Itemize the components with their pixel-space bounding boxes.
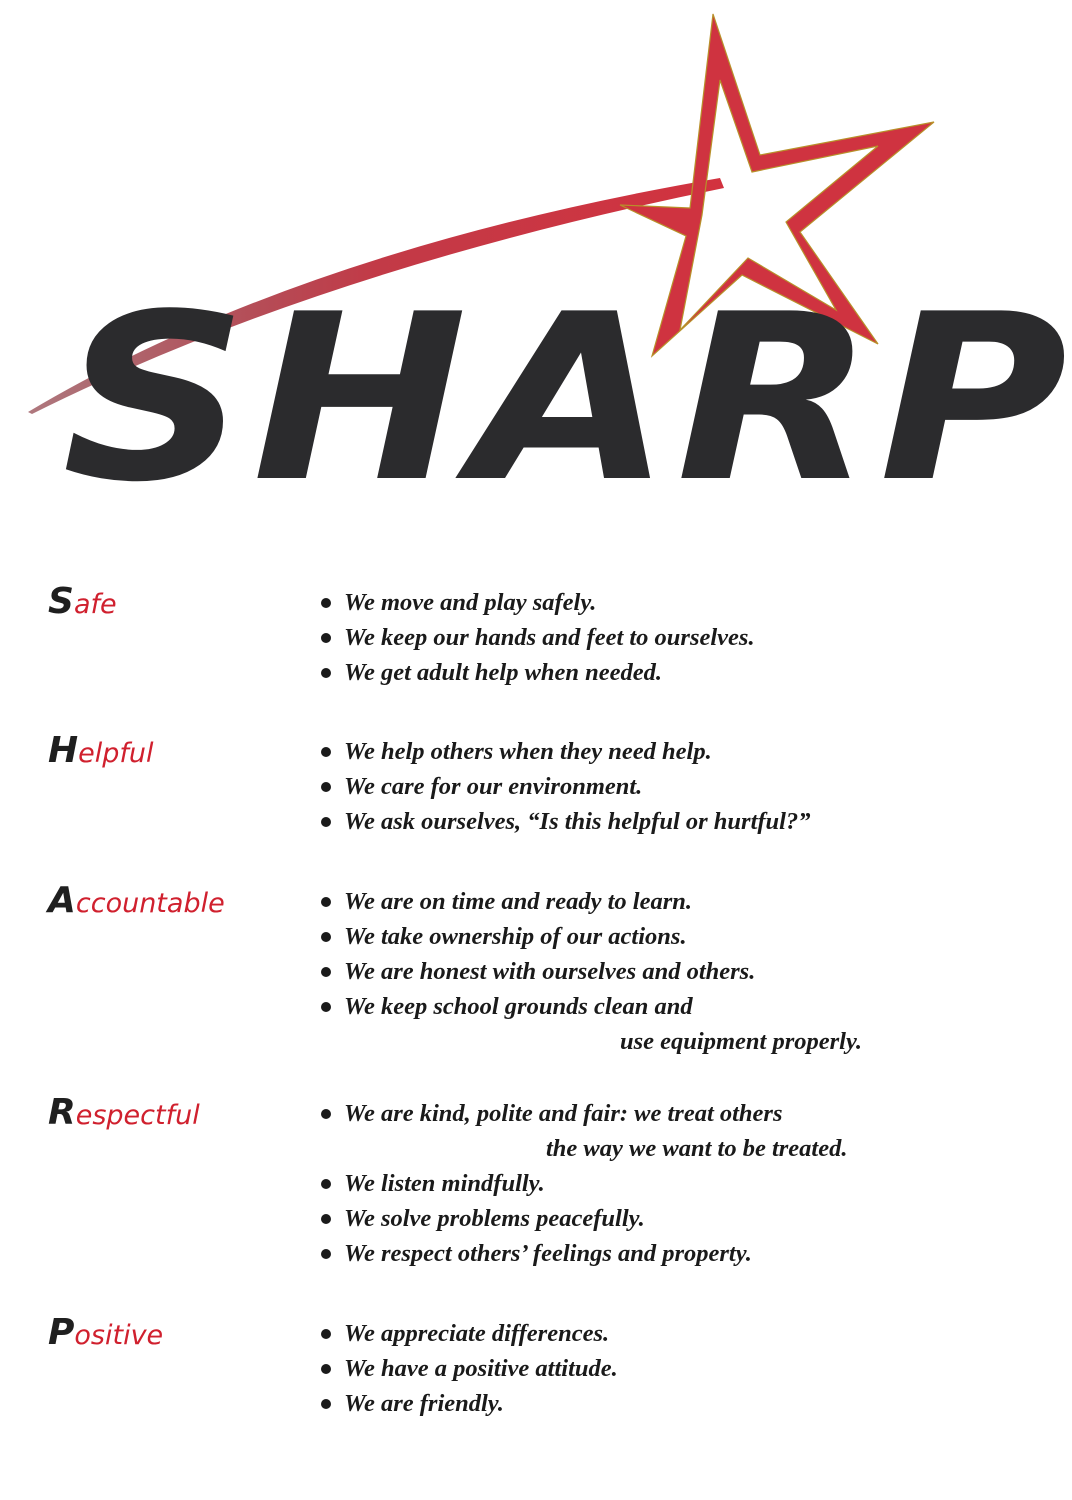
list-item — [318, 734, 948, 769]
list-item — [318, 1096, 948, 1166]
item-text: We respect others’ feelings and property. — [344, 1240, 752, 1267]
list-item — [318, 1351, 948, 1386]
item-text: We listen mindfully. — [344, 1170, 545, 1197]
value-term — [48, 730, 154, 771]
term-initial: H — [48, 730, 79, 771]
term-initial: P — [48, 1312, 75, 1353]
term-initial: A — [48, 880, 76, 921]
item-text: We have a positive attitude. — [344, 1355, 618, 1382]
item-text: We keep our hands and feet to ourselves. — [344, 624, 755, 651]
term-rest: espectful — [75, 1100, 200, 1131]
behavior-list — [318, 585, 948, 690]
item-text: We are friendly. — [344, 1390, 504, 1417]
behavior-list — [318, 734, 948, 839]
item-text: We get adult help when needed. — [344, 659, 663, 686]
list-item — [318, 655, 948, 690]
value-term — [48, 880, 225, 921]
list-item — [318, 1201, 948, 1236]
term-rest: ccountable — [75, 888, 225, 919]
item-text-continued: the way we want to be treated. — [546, 1135, 848, 1162]
sharp-logo — [0, 0, 1072, 560]
list-item — [318, 954, 948, 989]
item-text: We ask ourselves, “Is this helpful or hurtful?” — [344, 808, 811, 835]
item-text: We are kind, polite and fair: we treat others — [344, 1100, 783, 1127]
list-item — [318, 769, 948, 804]
list-item — [318, 919, 948, 954]
item-text: We keep school grounds clean and — [344, 993, 693, 1020]
item-text: We are honest with ourselves and others. — [344, 958, 756, 985]
value-term — [48, 581, 117, 622]
list-item — [318, 585, 948, 620]
item-text: We solve problems peacefully. — [344, 1205, 645, 1232]
item-text: We take ownership of our actions. — [344, 923, 687, 950]
item-text: We appreciate differences. — [344, 1320, 610, 1347]
value-term — [48, 1312, 164, 1353]
list-item — [318, 804, 948, 839]
list-item — [318, 1316, 948, 1351]
term-rest: elpful — [78, 738, 154, 769]
item-text: We are on time and ready to learn. — [344, 888, 692, 915]
logo-wordmark: SHARP — [62, 266, 1072, 533]
behavior-list — [318, 1316, 948, 1421]
list-item — [318, 620, 948, 655]
item-text: We help others when they need help. — [344, 738, 712, 765]
item-text: We care for our environment. — [344, 773, 643, 800]
term-rest: ositive — [74, 1320, 164, 1351]
list-item — [318, 884, 948, 919]
list-item — [318, 1236, 948, 1271]
item-text: We move and play safely. — [344, 589, 597, 616]
behavior-list — [318, 884, 948, 1059]
value-term — [48, 1092, 200, 1133]
list-item — [318, 989, 948, 1059]
behavior-list — [318, 1096, 948, 1271]
item-text-continued: use equipment properly. — [620, 1028, 863, 1055]
term-initial: S — [48, 581, 74, 622]
term-initial: R — [48, 1092, 76, 1133]
term-rest: afe — [73, 589, 117, 620]
list-item — [318, 1166, 948, 1201]
list-item — [318, 1386, 948, 1421]
